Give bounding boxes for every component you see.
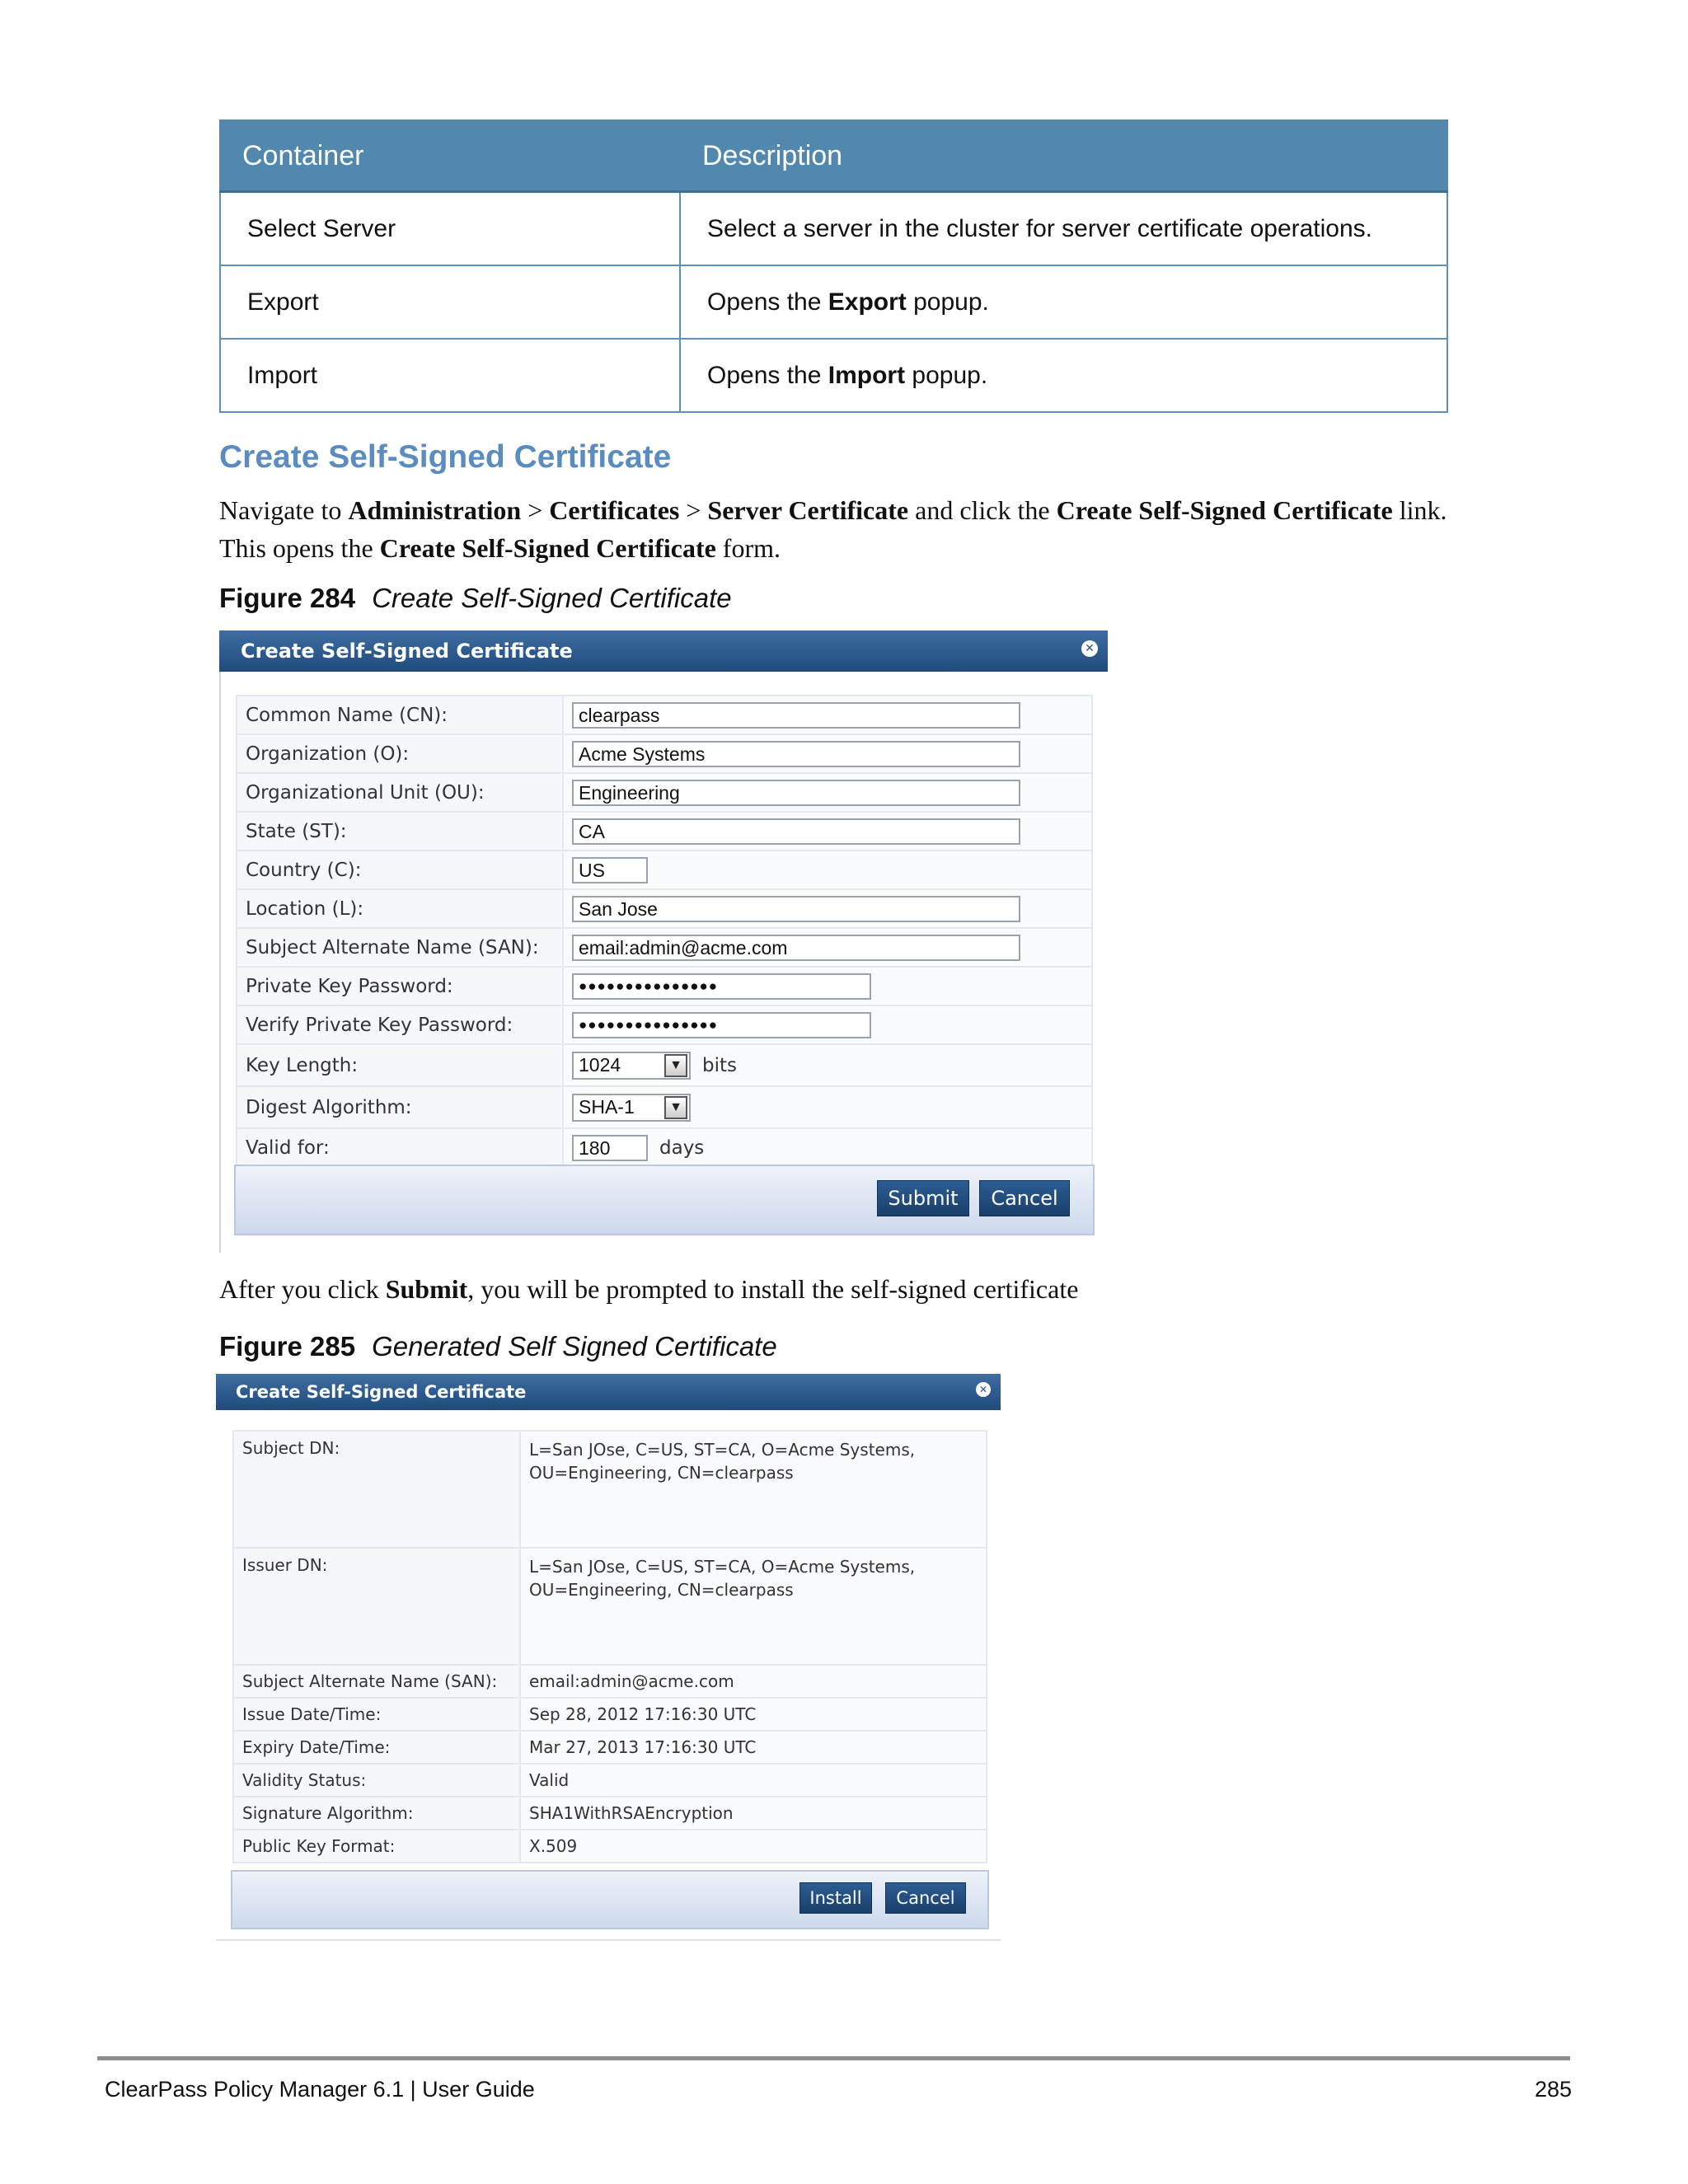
dialog-title: Create Self-Signed Certificate bbox=[241, 640, 573, 663]
paragraph-line bbox=[219, 529, 1447, 567]
form-row bbox=[237, 1044, 1092, 1086]
select-value: 1024 bbox=[579, 1054, 621, 1076]
container-table bbox=[219, 120, 1448, 413]
text: Navigate to bbox=[219, 495, 349, 525]
form-row bbox=[237, 1005, 1092, 1044]
value-line: L=San JOse, C=US, ST=CA, O=Acme Systems, bbox=[529, 1440, 916, 1460]
field-cell bbox=[563, 1044, 1092, 1086]
valid-for-input[interactable]: 180 bbox=[572, 1135, 648, 1161]
footer-rule bbox=[97, 2056, 1570, 2060]
dialog-title-bar bbox=[216, 1374, 1001, 1410]
description-bold: Export bbox=[828, 288, 907, 316]
description-cell bbox=[680, 265, 1447, 339]
value-line: OU=Engineering, CN=clearpass bbox=[529, 1463, 794, 1483]
detail-value: X.509 bbox=[520, 1830, 987, 1863]
description-text: Opens the bbox=[707, 288, 828, 316]
chevron-down-icon[interactable]: ▼ bbox=[664, 1096, 687, 1119]
field-cell bbox=[563, 1005, 1092, 1044]
field-label: Private Key Password: bbox=[237, 967, 563, 1005]
description-text: Opens the bbox=[707, 361, 828, 389]
form-row bbox=[237, 734, 1092, 773]
install-button[interactable]: Install bbox=[799, 1882, 872, 1914]
field-cell bbox=[563, 889, 1092, 928]
footer-title: ClearPass Policy Manager 6.1 | User Guide bbox=[105, 2077, 535, 2102]
nav-paragraph bbox=[219, 491, 1447, 567]
field-label: Country (C): bbox=[237, 851, 563, 889]
form-row bbox=[237, 1086, 1092, 1128]
digest-algorithm-select[interactable] bbox=[572, 1094, 691, 1122]
container-cell: Import bbox=[220, 339, 680, 412]
field-label: Verify Private Key Password: bbox=[237, 1005, 563, 1044]
form-row bbox=[237, 928, 1092, 967]
table-row bbox=[220, 339, 1447, 412]
text: > bbox=[521, 495, 550, 525]
text: After you click bbox=[219, 1274, 386, 1304]
bold-text: Server Certificate bbox=[707, 495, 909, 525]
field-cell bbox=[563, 696, 1092, 734]
description-bold: Import bbox=[828, 361, 906, 389]
detail-label: Signature Algorithm: bbox=[233, 1797, 520, 1830]
table-row bbox=[220, 192, 1447, 266]
field-label: Common Name (CN): bbox=[237, 696, 563, 734]
detail-row bbox=[233, 1431, 987, 1548]
detail-label: Public Key Format: bbox=[233, 1830, 520, 1863]
create-certificate-dialog bbox=[219, 630, 1108, 1253]
detail-label: Subject DN: bbox=[233, 1431, 520, 1548]
form-row bbox=[237, 1128, 1092, 1167]
dialog-title-bar bbox=[219, 630, 1108, 672]
cancel-button[interactable]: Cancel bbox=[885, 1882, 966, 1914]
dialog-title: Create Self-Signed Certificate bbox=[236, 1382, 527, 1402]
column-header: Description bbox=[680, 120, 1447, 192]
description-text: Select a server in the cluster for server certificate operations. bbox=[707, 214, 1373, 242]
form-row bbox=[237, 773, 1092, 812]
field-cell bbox=[563, 812, 1092, 851]
page-number: 285 bbox=[1535, 2077, 1573, 2102]
form-row bbox=[237, 812, 1092, 851]
detail-value: SHA1WithRSAEncryption bbox=[520, 1797, 987, 1830]
field-label: Location (L): bbox=[237, 889, 563, 928]
location-input[interactable]: San Jose bbox=[572, 896, 1020, 922]
select-value: SHA-1 bbox=[579, 1096, 635, 1118]
description-text: popup. bbox=[905, 361, 988, 389]
bold-text: Administration bbox=[348, 495, 522, 525]
cancel-button[interactable]: Cancel bbox=[979, 1180, 1070, 1216]
after-paragraph bbox=[219, 1270, 1078, 1308]
unit-label: days bbox=[659, 1137, 705, 1159]
figure-number: Figure 285 bbox=[219, 1331, 356, 1361]
common-name-input[interactable]: clearpass bbox=[572, 702, 1020, 729]
text: > bbox=[679, 495, 708, 525]
close-icon[interactable]: ✕ bbox=[976, 1382, 991, 1397]
field-cell bbox=[563, 734, 1092, 773]
field-label: Organizational Unit (OU): bbox=[237, 773, 563, 812]
close-icon[interactable]: ✕ bbox=[1081, 640, 1098, 657]
detail-label: Subject Alternate Name (SAN): bbox=[233, 1665, 520, 1698]
text: form. bbox=[715, 533, 781, 563]
field-cell bbox=[563, 851, 1092, 889]
container-cell: Export bbox=[220, 265, 680, 339]
field-label: Digest Algorithm: bbox=[237, 1086, 563, 1128]
certificate-details-table bbox=[232, 1430, 987, 1863]
field-label: Valid for: bbox=[237, 1128, 563, 1167]
detail-row bbox=[233, 1698, 987, 1731]
form-table bbox=[236, 695, 1093, 1168]
field-label: Key Length: bbox=[237, 1044, 563, 1086]
field-cell bbox=[563, 928, 1092, 967]
detail-value: Valid bbox=[520, 1764, 987, 1797]
detail-value bbox=[520, 1431, 987, 1548]
field-cell bbox=[563, 1128, 1092, 1167]
description-cell bbox=[680, 192, 1447, 266]
organization-input[interactable]: Acme Systems bbox=[572, 741, 1020, 767]
bold-text: Submit bbox=[385, 1274, 468, 1304]
figure-caption bbox=[219, 1331, 777, 1362]
table-row bbox=[220, 265, 1447, 339]
description-cell bbox=[680, 339, 1447, 412]
detail-value bbox=[520, 1548, 987, 1665]
dialog-button-bar bbox=[231, 1870, 989, 1929]
dialog-bottom-border bbox=[216, 1939, 1001, 1941]
bold-text: Certificates bbox=[549, 495, 680, 525]
detail-value: Sep 28, 2012 17:16:30 UTC bbox=[520, 1698, 987, 1731]
field-label: Organization (O): bbox=[237, 734, 563, 773]
dialog-border bbox=[219, 670, 221, 1253]
text: This opens the bbox=[219, 533, 380, 563]
column-header: Container bbox=[220, 120, 680, 192]
detail-row bbox=[233, 1797, 987, 1830]
text: , you will be prompted to install the self-signed certificate bbox=[467, 1274, 1079, 1304]
paragraph-line bbox=[219, 491, 1447, 529]
generated-certificate-dialog bbox=[216, 1374, 1001, 1941]
section-heading: Create Self-Signed Certificate bbox=[219, 439, 672, 475]
bold-text: Create Self-Signed Certificate bbox=[1056, 495, 1393, 525]
figure-number: Figure 284 bbox=[219, 583, 356, 613]
description-text: popup. bbox=[906, 288, 989, 316]
san-input[interactable]: email:admin@acme.com bbox=[572, 935, 1020, 961]
figure-title: Create Self-Signed Certificate bbox=[372, 583, 732, 613]
detail-row bbox=[233, 1764, 987, 1797]
submit-button[interactable]: Submit bbox=[877, 1180, 969, 1216]
form-row bbox=[237, 851, 1092, 889]
detail-row bbox=[233, 1548, 987, 1665]
figure-caption bbox=[219, 583, 732, 614]
detail-row bbox=[233, 1830, 987, 1863]
organizational-unit-input[interactable]: Engineering bbox=[572, 780, 1020, 806]
container-cell: Select Server bbox=[220, 192, 680, 266]
form-row bbox=[237, 889, 1092, 928]
state-input[interactable]: CA bbox=[572, 818, 1020, 845]
key-length-select[interactable] bbox=[572, 1052, 691, 1080]
country-input[interactable]: US bbox=[572, 857, 648, 883]
detail-value: Mar 27, 2013 17:16:30 UTC bbox=[520, 1731, 987, 1764]
field-cell bbox=[563, 773, 1092, 812]
figure-title: Generated Self Signed Certificate bbox=[372, 1331, 777, 1361]
detail-row bbox=[233, 1731, 987, 1764]
detail-row bbox=[233, 1665, 987, 1698]
value-line: OU=Engineering, CN=clearpass bbox=[529, 1580, 794, 1600]
form-row bbox=[237, 696, 1092, 734]
detail-label: Validity Status: bbox=[233, 1764, 520, 1797]
bold-text: Create Self-Signed Certificate bbox=[379, 533, 716, 563]
table-header-row bbox=[220, 120, 1447, 192]
detail-label: Expiry Date/Time: bbox=[233, 1731, 520, 1764]
text: and click the bbox=[908, 495, 1057, 525]
field-cell bbox=[563, 1086, 1092, 1128]
unit-label: bits bbox=[702, 1054, 737, 1076]
field-label: State (ST): bbox=[237, 812, 563, 851]
verify-password-input[interactable]: ●●●●●●●●●●●●●●● bbox=[572, 1012, 871, 1038]
form-row bbox=[237, 967, 1092, 1005]
field-cell bbox=[563, 967, 1092, 1005]
value-line: L=San JOse, C=US, ST=CA, O=Acme Systems, bbox=[529, 1557, 916, 1577]
detail-label: Issuer DN: bbox=[233, 1548, 520, 1665]
detail-label: Issue Date/Time: bbox=[233, 1698, 520, 1731]
text: link. bbox=[1392, 495, 1447, 525]
field-label: Subject Alternate Name (SAN): bbox=[237, 928, 563, 967]
chevron-down-icon[interactable]: ▼ bbox=[664, 1054, 687, 1077]
private-key-password-input[interactable]: ●●●●●●●●●●●●●●● bbox=[572, 973, 871, 1000]
detail-value: email:admin@acme.com bbox=[520, 1665, 987, 1698]
